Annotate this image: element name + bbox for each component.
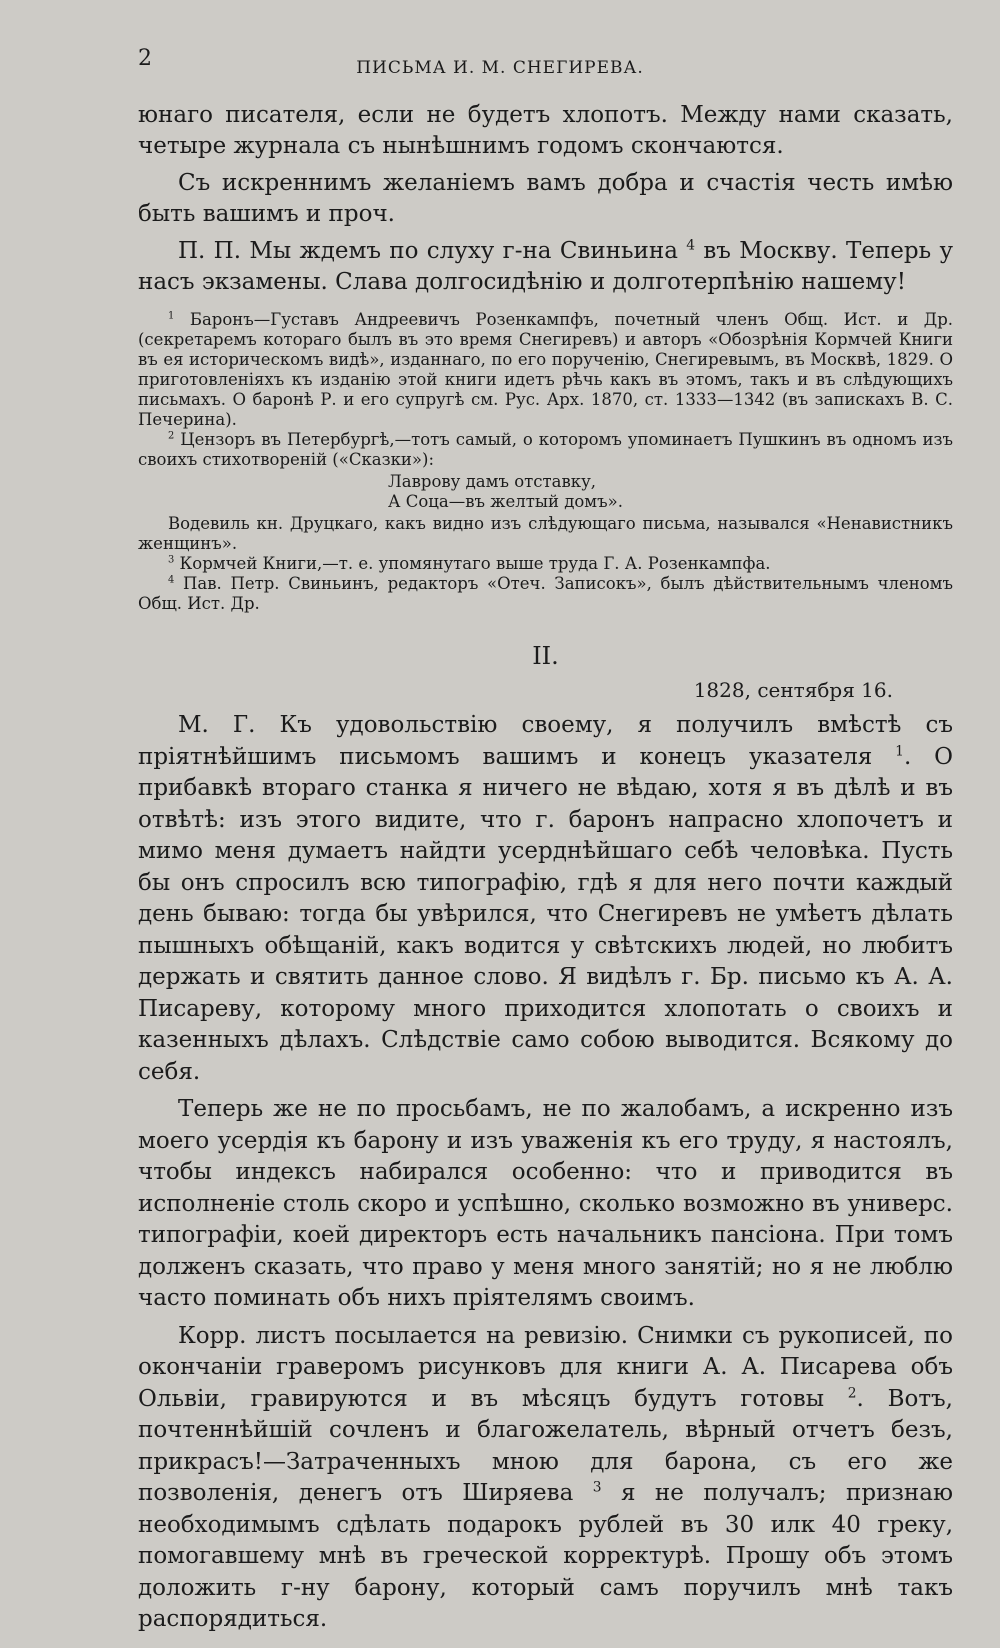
paragraph: юнаго писателя, если не будетъ хлопотъ. Между нами сказать, четыре журнала съ нынѣшнимъ годомъ скончаются. xyxy=(138,102,953,159)
page-content xyxy=(138,100,953,1636)
paragraph: Съ искреннимъ желаніемъ вамъ добра и счастія честь имѣю быть вашимъ и проч. xyxy=(138,170,953,227)
paragraph xyxy=(138,710,953,1088)
footnote-2-continuation: Водевиль кн. Друцкаго, какъ видно изъ слѣдующаго письма, назывался «Ненавистникъ женщинъ». xyxy=(138,514,953,553)
footnote-4 xyxy=(138,574,953,614)
footnotes xyxy=(138,310,953,614)
footnote-number: 2 xyxy=(168,430,175,442)
letter-date: 1828, сентября 16. xyxy=(693,678,893,702)
paragraph-text: М. Г. Къ удовольствію своему, я получилъ вмѣстѣ съ пріятнѣйшимъ письмомъ вашимъ и конецъ указателя xyxy=(138,712,953,770)
letter-2-body xyxy=(138,710,953,1636)
paragraph: Теперь же не по просьбамъ, не по жалобамъ, а искренно изъ моего усердія къ барону и изъ уваженія къ его труду, я настоялъ, чтобы индексъ набирался особенно: что и приводится въ исполненіе столь скоро и успѣшно, сколько возможно въ универс. типографіи, коей директоръ есть начальникъ пансіона. При томъ долженъ сказать, что право у меня много занятій; но я не люблю часто поминать объ нихъ пріятелямъ своимъ. xyxy=(138,1096,953,1311)
footnote-text: Баронъ—Густавъ Андреевичъ Розенкампфъ, почетный членъ Общ. Ист. и Др. (секретаремъ котораго былъ въ это время Снегиревъ) и авторъ «Обозрѣнія Кормчей Книги въ ея историческомъ видѣ», изданнаго, по его порученію, Снегиревымъ, въ Москвѣ, 1829. О приготовленіяхъ къ изданію этой книги идетъ рѣчь какъ въ этомъ, такъ и въ слѣдующихъ письмахъ. О баронѣ Р. и его супругѣ см. Рус. Арх. 1870, ст. 1333—1342 (въ запискахъ В. С. Печерина). xyxy=(138,310,953,429)
footnote-ref: 2 xyxy=(847,1384,857,1401)
footnote-number: 1 xyxy=(168,310,175,322)
footnote-1 xyxy=(138,310,953,430)
paragraph-text: . О прибавкѣ втораго станка я ничего не вѣдаю, хотя я въ дѣлѣ и въ отвѣтѣ: изъ этого видите, что г. баронъ напрасно хлопочетъ и мимо меня думаетъ найдти усерднѣйшаго себѣ человѣка. Пусть бы онъ спросилъ всю типографію, гдѣ я для него почти каждый день бываю: тогда бы увѣрился, что Снегиревъ не умѣетъ дѣлать пышныхъ обѣщаній, какъ водится у свѣтскихъ людей, но любитъ держать и святить данное слово. Я видѣлъ г. Бр. письмо къ А. А. Писареву, которому много приходится хлопотать о своихъ и казенныхъ дѣлахъ. Слѣдствіе само собою выводится. Всякому до себя. xyxy=(138,743,954,1085)
paragraph-text: . Вотъ, почтеннѣйшій сочленъ и благожелатель, вѣрный отчетъ безъ, прикрасъ!—Затраченныхъ мною для барона, съ его же позволенія, денегъ отъ Ширяева xyxy=(138,1385,953,1506)
running-head: ПИСЬМА И. М. СНЕГИРЕВА. xyxy=(356,58,644,78)
footnote-text: Пав. Петр. Свиньинъ, редакторъ «Отеч. Записокъ», былъ дѣйствительнымъ членомъ Общ. Ист. Др. xyxy=(138,574,953,613)
paragraph-text: я не получалъ; признаю необходимымъ сдѣлать подарокъ рублей въ 30 илк 40 греку, помогавшему мнѣ въ греческой корректурѣ. Прошу объ этомъ доложить г-ну барону, который самъ поручилъ мнѣ такъ распорядиться. xyxy=(138,1480,953,1632)
verse-line: А Соца—въ желтый домъ». xyxy=(388,492,623,511)
verse-line: Лаврову дамъ отставку, xyxy=(388,472,597,491)
footnote-2 xyxy=(138,430,953,470)
paragraph-text: Корр. листъ посылается на ревизію. Снимки съ рукописей, по окончаніи граверомъ рисунковъ для книги А. А. Писарева объ Ольвіи, гравируются и въ мѣсяцъ будутъ готовы xyxy=(138,1322,953,1412)
verse-quote xyxy=(388,472,953,512)
footnote-number: 3 xyxy=(168,554,175,566)
postscript xyxy=(138,236,953,298)
footnote-ref: 3 xyxy=(592,1479,602,1496)
footnote-ref: 4 xyxy=(686,237,696,254)
postscript-text: П. П. Мы ждемъ по слуху г-на Свиньина xyxy=(178,238,678,264)
footnote-number: 4 xyxy=(168,574,175,586)
footnote-3 xyxy=(138,554,953,574)
footnote-ref: 1 xyxy=(895,742,904,759)
paragraph xyxy=(138,1321,953,1636)
page-number: 2 xyxy=(138,46,152,71)
postscript-text: въ Москву. Теперь у насъ экзамены. Слава долгосидѣнію и долготерпѣнію нашему! xyxy=(138,238,953,295)
footnote-text: Кормчей Книги,—т. е. упомянутаго выше труда Г. А. Розенкампфа. xyxy=(174,554,771,573)
letter-1-ending xyxy=(138,100,953,298)
footnote-text: Цензоръ въ Петербургѣ,—тотъ самый, о которомъ упоминаетъ Пушкинъ въ одномъ изъ своихъ стихотвореній («Сказки»): xyxy=(138,430,953,469)
letter-number: II. xyxy=(532,642,559,670)
